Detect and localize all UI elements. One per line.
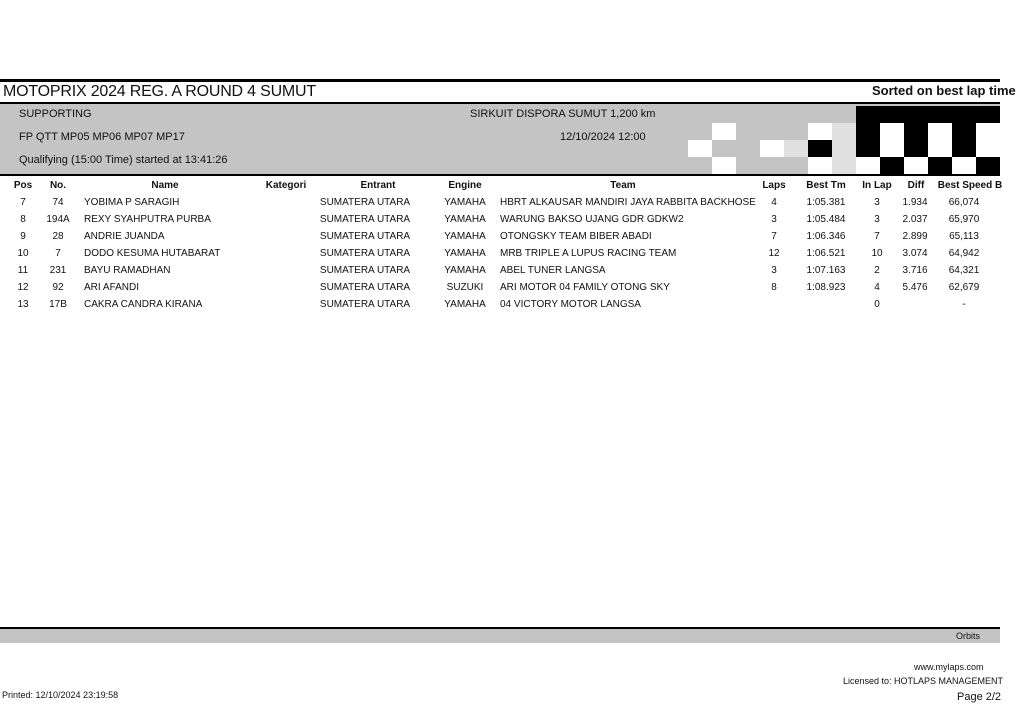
col-header-best-speed: Best Speed (937, 180, 993, 191)
cell-laps: 12 (768, 248, 780, 259)
flag-square (784, 140, 808, 157)
cell-no: 74 (52, 197, 64, 208)
cell-in-lap: 10 (871, 248, 883, 259)
cell-in-lap: 0 (874, 299, 880, 310)
page-number: Page 2/2 (957, 691, 1002, 703)
cell-name: ARI AFANDI (84, 282, 140, 293)
printed-timestamp: Printed: 12/10/2024 23:19:58 (2, 690, 119, 700)
flag-square (928, 157, 952, 174)
cell-pos: 13 (17, 299, 29, 310)
circuit-label: SIRKUIT DISPORA SUMUT 1,200 km (470, 108, 656, 120)
cell-team: ARI MOTOR 04 FAMILY OTONG SKY (500, 282, 670, 293)
cell-team: ABEL TUNER LANGSA (500, 265, 606, 276)
flag-square (856, 106, 880, 123)
flag-square (856, 123, 880, 140)
flag-square (880, 140, 904, 157)
flag-square (904, 140, 928, 157)
cell-in-lap: 7 (874, 231, 880, 242)
flag-square (928, 123, 952, 140)
cell-diff: 3.716 (902, 265, 928, 276)
cell-team: 04 VICTORY MOTOR LANGSA (500, 299, 641, 310)
cell-best-speed: 65,970 (948, 214, 980, 225)
cell-entrant: SUMATERA UTARA (319, 265, 411, 276)
cell-in-lap: 3 (874, 197, 880, 208)
cell-no: 92 (52, 282, 64, 293)
col-header-engine: Engine (448, 180, 482, 191)
col-header-diff: Diff (907, 180, 925, 191)
col-header-extra: B (995, 180, 1003, 191)
cell-pos: 10 (17, 248, 29, 259)
cell-laps: 7 (771, 231, 777, 242)
cell-best-speed: 64,942 (948, 248, 980, 259)
cell-name: BAYU RAMADHAN (84, 265, 171, 276)
flag-square (904, 157, 928, 174)
flag-square (856, 157, 880, 174)
flag-square (952, 106, 976, 123)
session-info-panel (0, 104, 1000, 174)
cell-diff: 5.476 (902, 282, 928, 293)
cell-laps: 4 (771, 197, 777, 208)
flag-square (880, 106, 904, 123)
cell-team: HBRT ALKAUSAR MANDIRI JAYA RABBITA BACKHOSE (500, 197, 756, 208)
flag-square (880, 157, 904, 174)
cell-in-lap: 2 (874, 265, 880, 276)
cell-engine: YAMAHA (444, 197, 486, 208)
flag-square (928, 140, 952, 157)
cell-name: YOBIMA P SARAGIH (84, 197, 180, 208)
cell-pos: 8 (20, 214, 26, 225)
orbits-label: Orbits (956, 631, 981, 641)
col-header-pos: Pos (13, 180, 33, 191)
flag-square (928, 106, 952, 123)
flag-square (904, 123, 928, 140)
cell-in-lap: 3 (874, 214, 880, 225)
cell-diff: 3.074 (902, 248, 928, 259)
cell-team: WARUNG BAKSO UJANG GDR GDKW2 (500, 214, 684, 225)
header-rule (0, 174, 1000, 176)
flag-square (976, 106, 1000, 123)
flag-square (760, 140, 784, 157)
cell-pos: 11 (17, 265, 29, 276)
flag-square (880, 123, 904, 140)
cell-engine: YAMAHA (444, 231, 486, 242)
col-header-no: No. (49, 180, 67, 191)
flag-square (688, 140, 712, 157)
cell-pos: 7 (20, 197, 26, 208)
cell-no: 7 (55, 248, 61, 259)
col-header-laps: Laps (762, 180, 786, 191)
flag-square (832, 140, 856, 157)
col-header-team: Team (610, 180, 636, 191)
flag-square (976, 157, 1000, 174)
website-label: www.mylaps.com (914, 662, 984, 672)
cell-engine: YAMAHA (444, 214, 486, 225)
cell-laps: 3 (771, 265, 777, 276)
cell-entrant: SUMATERA UTARA (319, 231, 411, 242)
cell-laps: 3 (771, 214, 777, 225)
cell-engine: SUZUKI (446, 282, 484, 293)
cell-team: MRB TRIPLE A LUPUS RACING TEAM (500, 248, 677, 259)
cell-best-tm: 1:07.163 (806, 265, 846, 276)
flag-square (904, 106, 928, 123)
cell-best-speed: 66,074 (948, 197, 980, 208)
cell-best-tm: 1:08.923 (806, 282, 846, 293)
cell-team: OTONGSKY TEAM BIBER ABADI (500, 231, 652, 242)
col-header-in-lap: In Lap (862, 180, 892, 191)
flag-square (808, 140, 832, 157)
flag-square (832, 157, 856, 174)
cell-name: ANDRIE JUANDA (84, 231, 165, 242)
cell-name: REXY SYAHPUTRA PURBA (84, 214, 211, 225)
checkered-flag-icon (640, 104, 1000, 174)
sort-label: Sorted on best lap time (872, 83, 1016, 98)
cell-diff: 1.934 (902, 197, 928, 208)
flag-square (952, 123, 976, 140)
flag-square (952, 157, 976, 174)
cell-best-tm: 1:05.484 (806, 214, 846, 225)
flag-square (712, 157, 736, 174)
cell-entrant: SUMATERA UTARA (319, 197, 411, 208)
cell-no: 28 (52, 231, 64, 242)
cell-best-tm: 1:06.346 (806, 231, 846, 242)
license-label: Licensed to: HOTLAPS MANAGEMENT (843, 676, 1004, 686)
flag-square (952, 140, 976, 157)
cell-name: CAKRA CANDRA KIRANA (84, 299, 203, 310)
cell-laps: 8 (771, 282, 777, 293)
session-datetime: 12/10/2024 12:00 (560, 131, 646, 143)
cell-entrant: SUMATERA UTARA (319, 248, 411, 259)
qualifying-label: Qualifying (15:00 Time) started at 13:41:26 (19, 154, 228, 166)
cell-no: 231 (49, 265, 67, 276)
cell-pos: 12 (17, 282, 29, 293)
cell-engine: YAMAHA (444, 265, 486, 276)
col-header-name: Name (151, 180, 179, 191)
cell-entrant: SUMATERA UTARA (319, 214, 411, 225)
flag-square (712, 123, 736, 140)
session-label: FP QTT MP05 MP06 MP07 MP17 (19, 131, 185, 143)
col-header-best-tm: Best Tm (806, 180, 846, 191)
cell-entrant: SUMATERA UTARA (319, 299, 411, 310)
cell-best-tm: 1:06.521 (806, 248, 846, 259)
cell-in-lap: 4 (874, 282, 880, 293)
cell-engine: YAMAHA (444, 299, 486, 310)
flag-square (976, 123, 1000, 140)
cell-best-speed: 62,679 (948, 282, 980, 293)
cell-engine: YAMAHA (444, 248, 486, 259)
cell-pos: 9 (20, 231, 26, 242)
flag-square (976, 140, 1000, 157)
event-title: MOTOPRIX 2024 REG. A ROUND 4 SUMUT (3, 83, 316, 100)
cell-no: 17B (49, 299, 67, 310)
cell-diff: 2.037 (902, 214, 928, 225)
cell-name: DODO KESUMA HUTABARAT (84, 248, 221, 259)
flag-square (832, 123, 856, 140)
cell-best-tm: 1:05.381 (806, 197, 846, 208)
col-header-kategori: Kategori (265, 180, 307, 191)
cell-best-speed: 64,321 (948, 265, 980, 276)
cell-no: 194A (46, 214, 70, 225)
footer-bar (0, 627, 1000, 643)
cell-best-speed: 65,113 (949, 231, 979, 242)
flag-square (808, 123, 832, 140)
cell-diff: 2.899 (902, 231, 928, 242)
cell-entrant: SUMATERA UTARA (319, 282, 411, 293)
col-header-entrant: Entrant (360, 180, 396, 191)
cell-best-speed: - (962, 299, 966, 310)
flag-square (856, 140, 880, 157)
title-row (0, 82, 1016, 102)
flag-square (808, 157, 832, 174)
class-label: SUPPORTING (19, 108, 92, 120)
